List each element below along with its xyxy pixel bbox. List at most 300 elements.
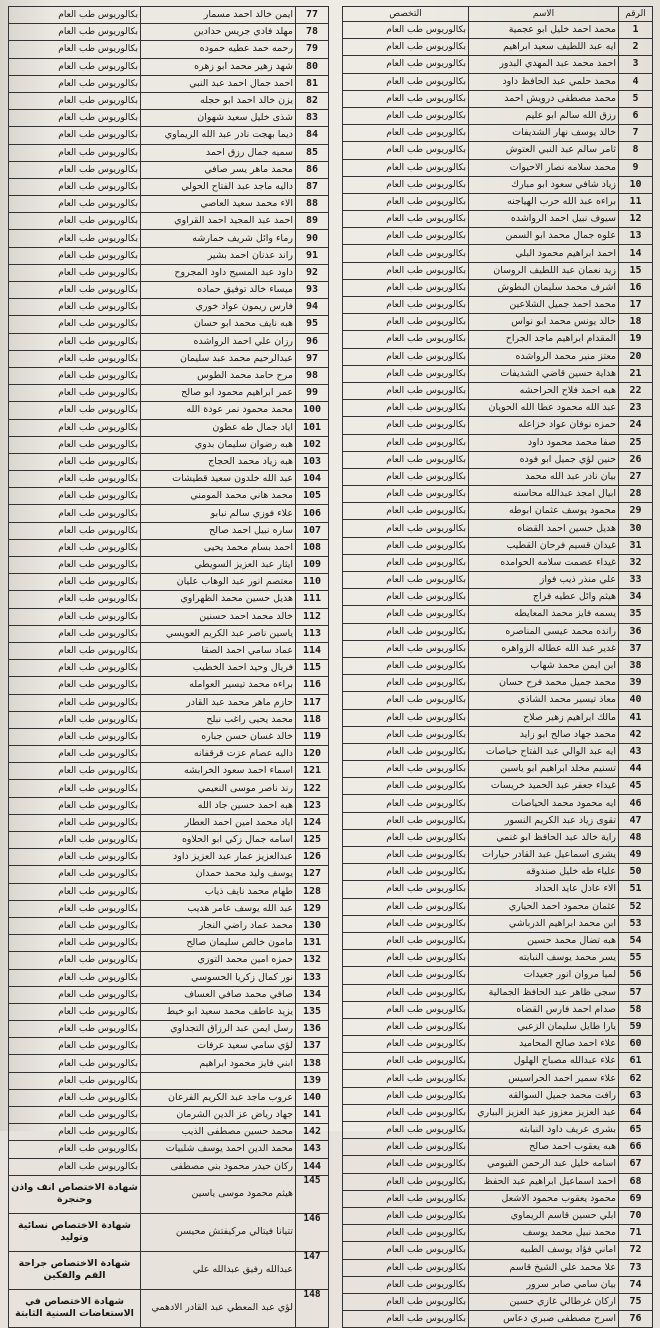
table-row: [343, 1104, 653, 1121]
table-row: [343, 1122, 653, 1139]
table-row: [343, 365, 653, 382]
table-row: [9, 642, 329, 659]
table-row: [343, 434, 653, 451]
row-number: 95: [296, 316, 329, 333]
row-name: محمد سلامه نصار الاحيوات: [469, 159, 619, 176]
row-number: 139: [296, 1072, 329, 1089]
table-row: [9, 419, 329, 436]
row-name: غيدان قسيم فرحان القطيب: [469, 537, 619, 554]
table-row: [343, 22, 653, 39]
table-row: [9, 917, 329, 934]
table-row: [343, 314, 653, 331]
row-number: 70: [619, 1207, 653, 1224]
table-row: [9, 1107, 329, 1124]
row-number: 141: [296, 1107, 329, 1124]
row-specialty: بكالوريوس طب العام: [343, 1190, 469, 1207]
row-number: 77: [296, 7, 329, 24]
row-number: 23: [619, 400, 653, 417]
table-right: [342, 6, 653, 1328]
row-number: 98: [296, 367, 329, 384]
table-row: [343, 486, 653, 503]
row-name: لؤي سامي سعيد عرفات: [141, 1038, 296, 1055]
row-name: ركان حيدر محمود بني مصطفى: [141, 1158, 296, 1175]
row-name: تتيانا فيتالي مركيفتش محيسن: [141, 1213, 296, 1251]
row-number: 93: [296, 282, 329, 299]
row-name: رماء وائل شريف حمارشه: [141, 230, 296, 247]
table-row: [9, 591, 329, 608]
row-number: 122: [296, 780, 329, 797]
row-name: اسرح مصطفى صبري دعاس: [469, 1311, 619, 1328]
row-specialty: بكالوريوس طب العام: [9, 763, 141, 780]
table-row: [9, 75, 329, 92]
row-specialty: بكالوريوس طب العام: [343, 589, 469, 606]
row-specialty: بكالوريوس طب العام: [9, 1107, 141, 1124]
row-number: 68: [619, 1173, 653, 1190]
row-specialty: بكالوريوس طب العام: [9, 367, 141, 384]
row-name: احمد عبد المجيد احمد القراوي: [141, 213, 296, 230]
table-row: [9, 505, 329, 522]
row-specialty: بكالوريوس طب العام: [343, 1156, 469, 1173]
table-row: [343, 400, 653, 417]
row-specialty: بكالوريوس طب العام: [343, 245, 469, 262]
row-name: شهد زهير محمد ابو زهره: [141, 58, 296, 75]
row-number: 35: [619, 606, 653, 623]
row-number: 132: [296, 952, 329, 969]
row-name: حازم ماهر محمد عبد القادر: [141, 694, 296, 711]
row-name: معاذ تيسير محمد الشاذي: [469, 692, 619, 709]
row-specialty: بكالوريوس طب العام: [343, 847, 469, 864]
row-specialty: بكالوريوس طب العام: [9, 952, 141, 969]
row-number: 43: [619, 743, 653, 760]
table-row: [9, 935, 329, 952]
row-specialty: بكالوريوس طب العام: [343, 1276, 469, 1293]
table-row: [9, 814, 329, 831]
row-name: داليه ماجد عبد الفتاح الحولي: [141, 178, 296, 195]
row-number: 106: [296, 505, 329, 522]
row-number: 33: [619, 572, 653, 589]
table-row: [343, 193, 653, 210]
row-specialty: بكالوريوس طب العام: [9, 471, 141, 488]
row-name: عبد الله محمود عطا الله الحويان: [469, 400, 619, 417]
table-row: [9, 385, 329, 402]
table-row: [343, 1053, 653, 1070]
row-specialty: بكالوريوس طب العام: [9, 625, 141, 642]
row-specialty: بكالوريوس طب العام: [343, 56, 469, 73]
row-number: 41: [619, 709, 653, 726]
row-name: صفا محمد محمود داود: [469, 434, 619, 451]
row-name: محمد هاني محمد المومني: [141, 488, 296, 505]
row-number: 1: [619, 22, 653, 39]
table-row: [343, 829, 653, 846]
table-row: [343, 675, 653, 692]
row-number: 52: [619, 898, 653, 915]
row-specialty: بكالوريوس طب العام: [343, 262, 469, 279]
row-name: علوه جمال محمد ابو السمن: [469, 228, 619, 245]
row-specialty: بكالوريوس طب العام: [343, 1225, 469, 1242]
row-specialty: بكالوريوس طب العام: [9, 780, 141, 797]
row-name: رافت محمد جميل السوالقه: [469, 1087, 619, 1104]
row-name: محمد ماهر يسر صافي: [141, 161, 296, 178]
row-name: هبه زياد محمد الحجاج: [141, 453, 296, 470]
row-name: محمد جميل محمد فرح حسان: [469, 675, 619, 692]
row-number: 75: [619, 1293, 653, 1310]
row-specialty: بكالوريوس طب العام: [9, 436, 141, 453]
row-specialty: بكالوريوس طب العام: [343, 812, 469, 829]
table-row: [343, 262, 653, 279]
row-specialty: بكالوريوس طب العام: [343, 554, 469, 571]
table-row: [9, 866, 329, 883]
row-number: 123: [296, 797, 329, 814]
row-name: ايه عبد اللطيف سعيد ابراهيم: [469, 39, 619, 56]
row-number: 37: [619, 640, 653, 657]
row-number: 91: [296, 247, 329, 264]
table-row: [343, 520, 653, 537]
row-name: محمد نبيل محمد يوسف: [469, 1225, 619, 1242]
row-name: داود عبد المسيح داود المجروح: [141, 264, 296, 281]
table-row: [9, 196, 329, 213]
row-specialty: بكالوريوس طب العام: [9, 746, 141, 763]
row-number: 105: [296, 488, 329, 505]
row-specialty: بكالوريوس طب العام: [343, 1122, 469, 1139]
row-name: اياد جمال طه عطون: [141, 419, 296, 436]
table-row: [343, 572, 653, 589]
table-row: [343, 348, 653, 365]
row-number: 90: [296, 230, 329, 247]
row-number: 148: [296, 1289, 329, 1327]
row-number: 55: [619, 950, 653, 967]
table-row: [343, 778, 653, 795]
table-row: [343, 1001, 653, 1018]
row-number: 5: [619, 90, 653, 107]
table-row: [9, 883, 329, 900]
table-header-row: [343, 7, 653, 22]
row-specialty: بكالوريوس طب العام: [343, 176, 469, 193]
row-number: 30: [619, 520, 653, 537]
row-number: 26: [619, 451, 653, 468]
row-name: احمد بسام محمد يحيى: [141, 539, 296, 556]
row-number: 19: [619, 331, 653, 348]
row-name: حمزه نوفان عواد خزاعله: [469, 417, 619, 434]
table-row: [343, 245, 653, 262]
row-number: 74: [619, 1276, 653, 1293]
table-row: [343, 554, 653, 571]
table-row: [9, 161, 329, 178]
row-specialty: بكالوريوس طب العام: [9, 453, 141, 470]
table-row: [9, 1141, 329, 1158]
row-name: هيثم وائل عطيه فراج: [469, 589, 619, 606]
row-number: 142: [296, 1124, 329, 1141]
row-specialty: بكالوريوس طب العام: [343, 950, 469, 967]
row-name: نور كمال زكريا الحسوسي: [141, 969, 296, 986]
table-row: [9, 711, 329, 728]
row-name: يشرى اسماعيل عبد القادر حيارات: [469, 847, 619, 864]
table-row: [343, 881, 653, 898]
row-specialty: بكالوريوس طب العام: [343, 984, 469, 1001]
table-row: [9, 58, 329, 75]
row-name: هداية حسين قاضي الشديفات: [469, 365, 619, 382]
table-row: [343, 228, 653, 245]
table-row: [9, 797, 329, 814]
row-name: عروب ماجد عبد الكريم الفرعان: [141, 1089, 296, 1106]
row-specialty: بكالوريوس طب العام: [343, 1207, 469, 1224]
row-number: 38: [619, 657, 653, 674]
row-number: 96: [296, 333, 329, 350]
row-number: 8: [619, 142, 653, 159]
row-specialty: بكالوريوس طب العام: [343, 864, 469, 881]
table-row: [343, 589, 653, 606]
table-row: [343, 1087, 653, 1104]
row-name: صافي محمد صافي العساف: [141, 986, 296, 1003]
row-name: فريال وحيد احمد الخطيب: [141, 660, 296, 677]
row-specialty: بكالوريوس طب العام: [343, 829, 469, 846]
row-specialty: بكالوريوس طب العام: [9, 350, 141, 367]
row-name: تقوى زياد عبد الكريم النسور: [469, 812, 619, 829]
row-number: 76: [619, 1311, 653, 1328]
row-number: 46: [619, 795, 653, 812]
row-number: 49: [619, 847, 653, 864]
row-name: رزان علي احمد الرواشده: [141, 333, 296, 350]
table-row: [9, 1158, 329, 1175]
table-row: [9, 453, 329, 470]
row-name: عبدالعزيز عمار عبد العزيز داود: [141, 849, 296, 866]
row-specialty: بكالوريوس طب العام: [343, 503, 469, 520]
row-number: 82: [296, 92, 329, 109]
row-specialty: بكالوريوس طب العام: [343, 142, 469, 159]
row-name: الاء محمد سعيد العاصي: [141, 196, 296, 213]
table-row: [343, 39, 653, 56]
row-name: ابن محمد ابراهيم الدرباشي: [469, 915, 619, 932]
row-number: 50: [619, 864, 653, 881]
row-name: رحمه حمد عطيه حموده: [141, 41, 296, 58]
row-number: 103: [296, 453, 329, 470]
table-row: [9, 299, 329, 316]
row-specialty: بكالوريوس طب العام: [9, 557, 141, 574]
row-name: براءه عبد الله حرب الهياجنه: [469, 193, 619, 210]
row-name: مامون خالص سليمان صالح: [141, 935, 296, 952]
row-name: خالد محمد احمد حسنين: [141, 608, 296, 625]
row-name: ابني فايز محمود ابراهيم: [141, 1055, 296, 1072]
row-specialty: بكالوريوس طب العام: [343, 331, 469, 348]
row-number: 117: [296, 694, 329, 711]
row-name: مهلد فادي جريس حدادين: [141, 24, 296, 41]
row-specialty: بكالوريوس طب العام: [343, 486, 469, 503]
table-row: [343, 915, 653, 932]
row-specialty: بكالوريوس طب العام: [9, 1158, 141, 1175]
row-name: تسنيم مخلد ابراهيم ابو ياسين: [469, 761, 619, 778]
table-row: [343, 73, 653, 90]
row-name: محمد الدين احمد يوسف شلبيات: [141, 1141, 296, 1158]
row-name: علا محمد علي الشيخ قاسم: [469, 1259, 619, 1276]
row-name: اسامه خليل عبد الرحمن القيومي: [469, 1156, 619, 1173]
table-row: [9, 436, 329, 453]
row-name: سميه جمال رزق احمد: [141, 144, 296, 161]
row-specialty: بكالوريوس طب العام: [9, 1055, 141, 1072]
row-specialty: بكالوريوس طب العام: [9, 127, 141, 144]
row-number: 69: [619, 1190, 653, 1207]
row-specialty: بكالوريوس طب العام: [9, 299, 141, 316]
row-specialty: بكالوريوس طب العام: [9, 935, 141, 952]
row-number: 42: [619, 726, 653, 743]
row-number: 31: [619, 537, 653, 554]
row-specialty: بكالوريوس طب العام: [9, 711, 141, 728]
row-name: زيد نعمان عبد اللطيف الروسان: [469, 262, 619, 279]
table-row: [9, 1124, 329, 1141]
row-name: داليه عصام عزت قرقفانه: [141, 746, 296, 763]
row-number: 115: [296, 660, 329, 677]
row-specialty: بكالوريوس طب العام: [9, 1141, 141, 1158]
row-name: محمد عماد راضي النجار: [141, 917, 296, 934]
table-row: [9, 832, 329, 849]
row-specialty: بكالوريوس طب العام: [343, 159, 469, 176]
row-specialty: بكالوريوس طب العام: [343, 22, 469, 39]
table-row: [343, 176, 653, 193]
row-name: محمد جهاد صالح ابو زايد: [469, 726, 619, 743]
table-row: [343, 1225, 653, 1242]
row-specialty: بكالوريوس طب العام: [9, 832, 141, 849]
row-specialty: شهادة الاختصاص نسائية وتوليد: [9, 1213, 141, 1251]
row-name: احمد اسماعيل ابراهيم عبد الحفظ: [469, 1173, 619, 1190]
row-name: علاء احمد صالح المحاميد: [469, 1036, 619, 1053]
row-number: 60: [619, 1036, 653, 1053]
table-row: [343, 1036, 653, 1053]
table-row: [9, 230, 329, 247]
table-row: [9, 471, 329, 488]
row-specialty: بكالوريوس طب العام: [343, 1070, 469, 1087]
table-row: [9, 1175, 329, 1213]
row-number: 86: [296, 161, 329, 178]
row-specialty: شهادة الاختصاص انف واذن وحنجرة: [9, 1175, 141, 1213]
row-number: 78: [296, 24, 329, 41]
row-number: 100: [296, 402, 329, 419]
row-name: احمد ابراهيم محمود البلي: [469, 245, 619, 262]
row-number: 72: [619, 1242, 653, 1259]
row-name: غيداء جعفر عبد الحميد خريسات: [469, 778, 619, 795]
row-specialty: بكالوريوس طب العام: [343, 606, 469, 623]
row-specialty: بكالوريوس طب العام: [9, 7, 141, 24]
row-name: ايه محمود محمد الحياصات: [469, 795, 619, 812]
row-specialty: بكالوريوس طب العام: [343, 417, 469, 434]
row-specialty: بكالوريوس طب العام: [343, 1036, 469, 1053]
table-row: [9, 608, 329, 625]
row-specialty: بكالوريوس طب العام: [343, 1259, 469, 1276]
row-name: محمد مصطفى درويش احمد: [469, 90, 619, 107]
row-number: 109: [296, 557, 329, 574]
row-name: بيان سامي صابر سرور: [469, 1276, 619, 1293]
row-name: معتز منير محمد الرواشده: [469, 348, 619, 365]
row-number: 57: [619, 984, 653, 1001]
row-number: 39: [619, 675, 653, 692]
row-specialty: بكالوريوس طب العام: [9, 986, 141, 1003]
row-specialty: بكالوريوس طب العام: [343, 761, 469, 778]
row-number: 112: [296, 608, 329, 625]
table-row: [9, 1089, 329, 1106]
row-specialty: بكالوريوس طب العام: [9, 282, 141, 299]
row-number: 66: [619, 1139, 653, 1156]
row-number: 9: [619, 159, 653, 176]
table-row: [9, 1289, 329, 1327]
row-number: 125: [296, 832, 329, 849]
row-name: خالد يونس محمد ابو نواس: [469, 314, 619, 331]
row-name: عبد الله خلدون سعيد قطيشات: [141, 471, 296, 488]
row-name: ميساء خالد توفيق حماده: [141, 282, 296, 299]
row-specialty: بكالوريوس طب العام: [9, 591, 141, 608]
row-specialty: شهادة الاختصاص جراحة الفم والفكين: [9, 1251, 141, 1289]
row-name: هبه نايف محمد ابو حسان: [141, 316, 296, 333]
row-name: علي منذر ذيب فواز: [469, 572, 619, 589]
row-specialty: بكالوريوس طب العام: [9, 333, 141, 350]
row-number: 36: [619, 623, 653, 640]
row-number: 29: [619, 503, 653, 520]
header-specialty: التخصص: [343, 7, 469, 22]
table-row: [343, 1242, 653, 1259]
row-number: 104: [296, 471, 329, 488]
table-row: [9, 1021, 329, 1038]
row-name: سيوف نبيل احمد الرواشده: [469, 211, 619, 228]
row-specialty: بكالوريوس طب العام: [9, 1089, 141, 1106]
row-name: عمر ابراهيم محمود ابو صالح: [141, 385, 296, 402]
table-row: [9, 574, 329, 591]
row-specialty: بكالوريوس طب العام: [9, 849, 141, 866]
row-name: فارس ريمون عواد خوري: [141, 299, 296, 316]
table-row: [343, 297, 653, 314]
row-number: 80: [296, 58, 329, 75]
table-row: [9, 488, 329, 505]
table-row: [343, 331, 653, 348]
table-row: [343, 537, 653, 554]
table-row: [343, 382, 653, 399]
row-number: 53: [619, 915, 653, 932]
table-row: [343, 211, 653, 228]
row-specialty: بكالوريوس طب العام: [343, 932, 469, 949]
row-specialty: بكالوريوس طب العام: [343, 1311, 469, 1328]
row-specialty: بكالوريوس طب العام: [343, 881, 469, 898]
row-name: بيان نادر عبد الله محمد: [469, 468, 619, 485]
row-name: طهام محمد نايف ذياب: [141, 883, 296, 900]
row-number: 92: [296, 264, 329, 281]
table-row: [343, 606, 653, 623]
table-row: [9, 24, 329, 41]
row-name: ايمن خالد احمد مسمار: [141, 7, 296, 24]
row-number: 118: [296, 711, 329, 728]
row-specialty: بكالوريوس طب العام: [343, 228, 469, 245]
table-row: [343, 125, 653, 142]
row-name: عبد العزيز معزوز عبد العزيز البياري: [469, 1104, 619, 1121]
row-number: 28: [619, 486, 653, 503]
row-name: ابلي حسين قاسم الريماوي: [469, 1207, 619, 1224]
row-specialty: بكالوريوس طب العام: [9, 1038, 141, 1055]
row-name: ياسين ناصر عبد الكريم العويسي: [141, 625, 296, 642]
row-name: علاء فوزي سالم نبابو: [141, 505, 296, 522]
table-row: [343, 640, 653, 657]
row-name: اركان غرطالي غازي حسين: [469, 1293, 619, 1310]
row-specialty: بكالوريوس طب العام: [343, 279, 469, 296]
row-number: 51: [619, 881, 653, 898]
row-name: هيثم محمود موسى ياسين: [141, 1175, 296, 1213]
row-name: ابيال امجد عبدالله محاسنه: [469, 486, 619, 503]
row-name: رزق الله سالم ابو عليم: [469, 107, 619, 124]
row-number: 45: [619, 778, 653, 795]
row-specialty: بكالوريوس طب العام: [9, 247, 141, 264]
row-number: 137: [296, 1038, 329, 1055]
table-row: [343, 1207, 653, 1224]
table-row: [9, 282, 329, 299]
row-specialty: بكالوريوس طب العام: [9, 75, 141, 92]
row-specialty: بكالوريوس طب العام: [9, 728, 141, 745]
table-left: [8, 6, 329, 1328]
row-number: 107: [296, 522, 329, 539]
row-number: 136: [296, 1021, 329, 1038]
row-name: اسماء احمد سعود الخرابشه: [141, 763, 296, 780]
